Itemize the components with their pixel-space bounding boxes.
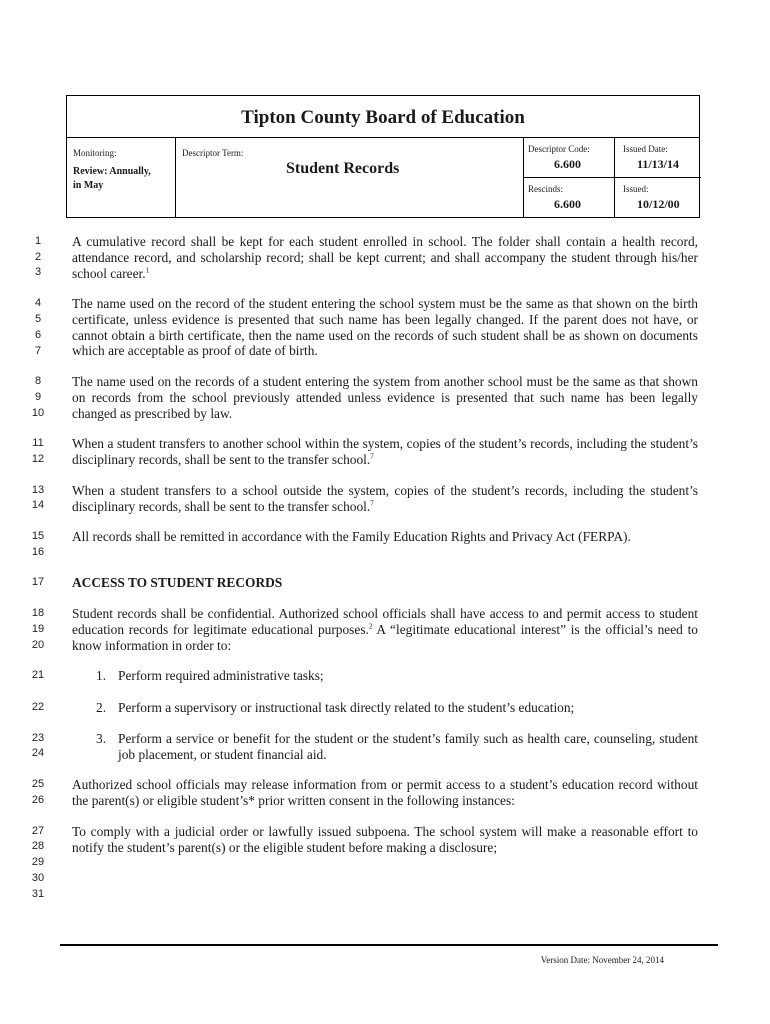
line-number: 13 (31, 484, 45, 496)
descriptor-code-value: 6.600 (554, 157, 581, 171)
issued-cell (615, 178, 701, 218)
list-item (96, 700, 698, 716)
line-number: 23 (31, 732, 45, 744)
paragraph-confidential (72, 606, 698, 653)
line-number: 14 (31, 499, 45, 511)
line-number: 15 (31, 530, 45, 542)
list-item (96, 668, 698, 684)
line-number: 16 (31, 546, 45, 558)
policy-header-table (66, 95, 700, 218)
line-number: 17 (31, 576, 45, 588)
line-number: 9 (34, 391, 42, 403)
footnote-marker: 7 (370, 499, 374, 508)
rescinds-cell (524, 178, 615, 218)
line-number: 26 (31, 794, 45, 806)
paragraph-ferpa: All records shall be remitted in accordance with the Family Education Rights and Privacy Act (FERPA). (72, 529, 631, 544)
footnote-marker: 2 (368, 622, 373, 631)
paragraph-transfer-name: The name used on the records of a student entering the system from another school must be the same as that shown on records from the school previously attended unless evidence is presented that such name has been legally changed as prescribed by law. (72, 374, 698, 421)
paragraph-text: A cumulative record shall be kept for each student enrolled in school. The folder shall contain a health record, attendance record, and scholarship record; shall be kept current; and shall accompany the student through his/her school career. (72, 234, 698, 281)
line-number: 7 (34, 345, 42, 357)
line-number: 24 (31, 747, 45, 759)
paragraph-cumulative-record (72, 234, 698, 281)
monitoring-cell (67, 138, 176, 218)
paragraph-text: A “legitimate educational interest” is the official’s need to know information in order to: (72, 621, 698, 653)
list-number: 3. (96, 731, 107, 746)
paragraph-external-transfer (72, 483, 698, 515)
line-number: 1 (34, 235, 42, 247)
list-text: Perform a supervisory or instructional task directly related to the student’s education; (118, 700, 575, 715)
board-title: Tipton County Board of Education (67, 96, 699, 138)
paragraph-student-name: The name used on the record of the student entering the school system must be the same as that shown on the birth certificate, unless evidence is presented that such name has been legally changed. If the parent does not have, or cannot obtain a birth certificate, then the name used on the records of such student shall be as shown on documents which are acceptable as proof of date of birth. (72, 296, 698, 359)
line-number: 21 (31, 669, 45, 681)
footnote-marker: 7 (370, 452, 374, 461)
line-number: 3 (34, 266, 42, 278)
line-number: 5 (34, 313, 42, 325)
line-number: 18 (31, 607, 45, 619)
descriptor-code-cell (524, 138, 615, 178)
monitoring-label: Monitoring: (73, 148, 117, 158)
list-text: Perform a service or benefit for the student or the student’s family such as health care, counseling, student job placement, or student financial aid. (118, 731, 698, 762)
paragraph-text: When a student transfers to another school within the system, copies of the student’s records, including the student’s disciplinary records, shall be sent to the transfer school. (72, 436, 698, 467)
version-date: Version Date: November 24, 2014 (540, 955, 664, 965)
list-text: Perform required administrative tasks; (118, 668, 324, 683)
issued-value: 10/12/00 (637, 197, 680, 211)
rescinds-label: Rescinds: (528, 184, 563, 194)
list-number: 1. (96, 668, 107, 683)
monitoring-value-line-2: in May (73, 180, 104, 191)
paragraph-text: Student records shall be confidential. Authorized school officials shall have access to and permit access to student education records for legitimate educational purposes. (72, 606, 698, 637)
line-number: 11 (32, 437, 44, 449)
line-number: 6 (34, 329, 42, 341)
line-number: 8 (34, 375, 42, 387)
descriptor-term-label: Descriptor Term: (182, 148, 244, 158)
paragraph-text: When a student transfers to a school outside the system, copies of the student’s records, including the student’s disciplinary records, shall be sent to the transfer school. (72, 483, 698, 514)
paragraph-judicial-order: To comply with a judicial order or lawfully issued subpoena. The school system will make a reasonable effort to notify the student’s parent(s) or the eligible student before making a disclosure; (72, 824, 698, 855)
list-number: 2. (96, 700, 107, 715)
line-number: 20 (31, 639, 45, 651)
line-number: 29 (31, 856, 45, 868)
line-number: 31 (31, 888, 45, 900)
line-number: 12 (31, 453, 45, 465)
paragraph-release-info: Authorized school officials may release information from or permit access to a student’s education record without the parent(s) or eligible student’s* prior written consent in the following instances: (72, 777, 698, 808)
descriptor-code-label: Descriptor Code: (528, 144, 590, 154)
monitoring-value-line-1: Review: Annually, (73, 166, 151, 177)
footnote-marker: 1 (145, 266, 150, 275)
line-number: 2 (34, 251, 42, 263)
issued-date-value: 11/13/14 (637, 157, 680, 171)
line-number: 4 (34, 297, 42, 309)
descriptor-term-cell (176, 138, 524, 218)
issued-label: Issued: (623, 184, 649, 194)
rescinds-value: 6.600 (554, 197, 581, 211)
line-number: 30 (31, 872, 45, 884)
line-number: 22 (31, 701, 45, 713)
issued-date-cell (615, 138, 701, 178)
descriptor-term-value: Student Records (286, 160, 400, 177)
line-number: 10 (31, 407, 45, 419)
line-number: 19 (31, 623, 45, 635)
paragraph-internal-transfer (72, 436, 698, 468)
list-item (96, 731, 698, 763)
line-number: 25 (31, 778, 45, 790)
footer-rule (60, 944, 718, 946)
line-number: 28 (31, 840, 45, 852)
section-heading: ACCESS TO STUDENT RECORDS (72, 575, 283, 590)
line-number: 27 (31, 825, 45, 837)
issued-date-label: Issued Date: (623, 144, 668, 154)
